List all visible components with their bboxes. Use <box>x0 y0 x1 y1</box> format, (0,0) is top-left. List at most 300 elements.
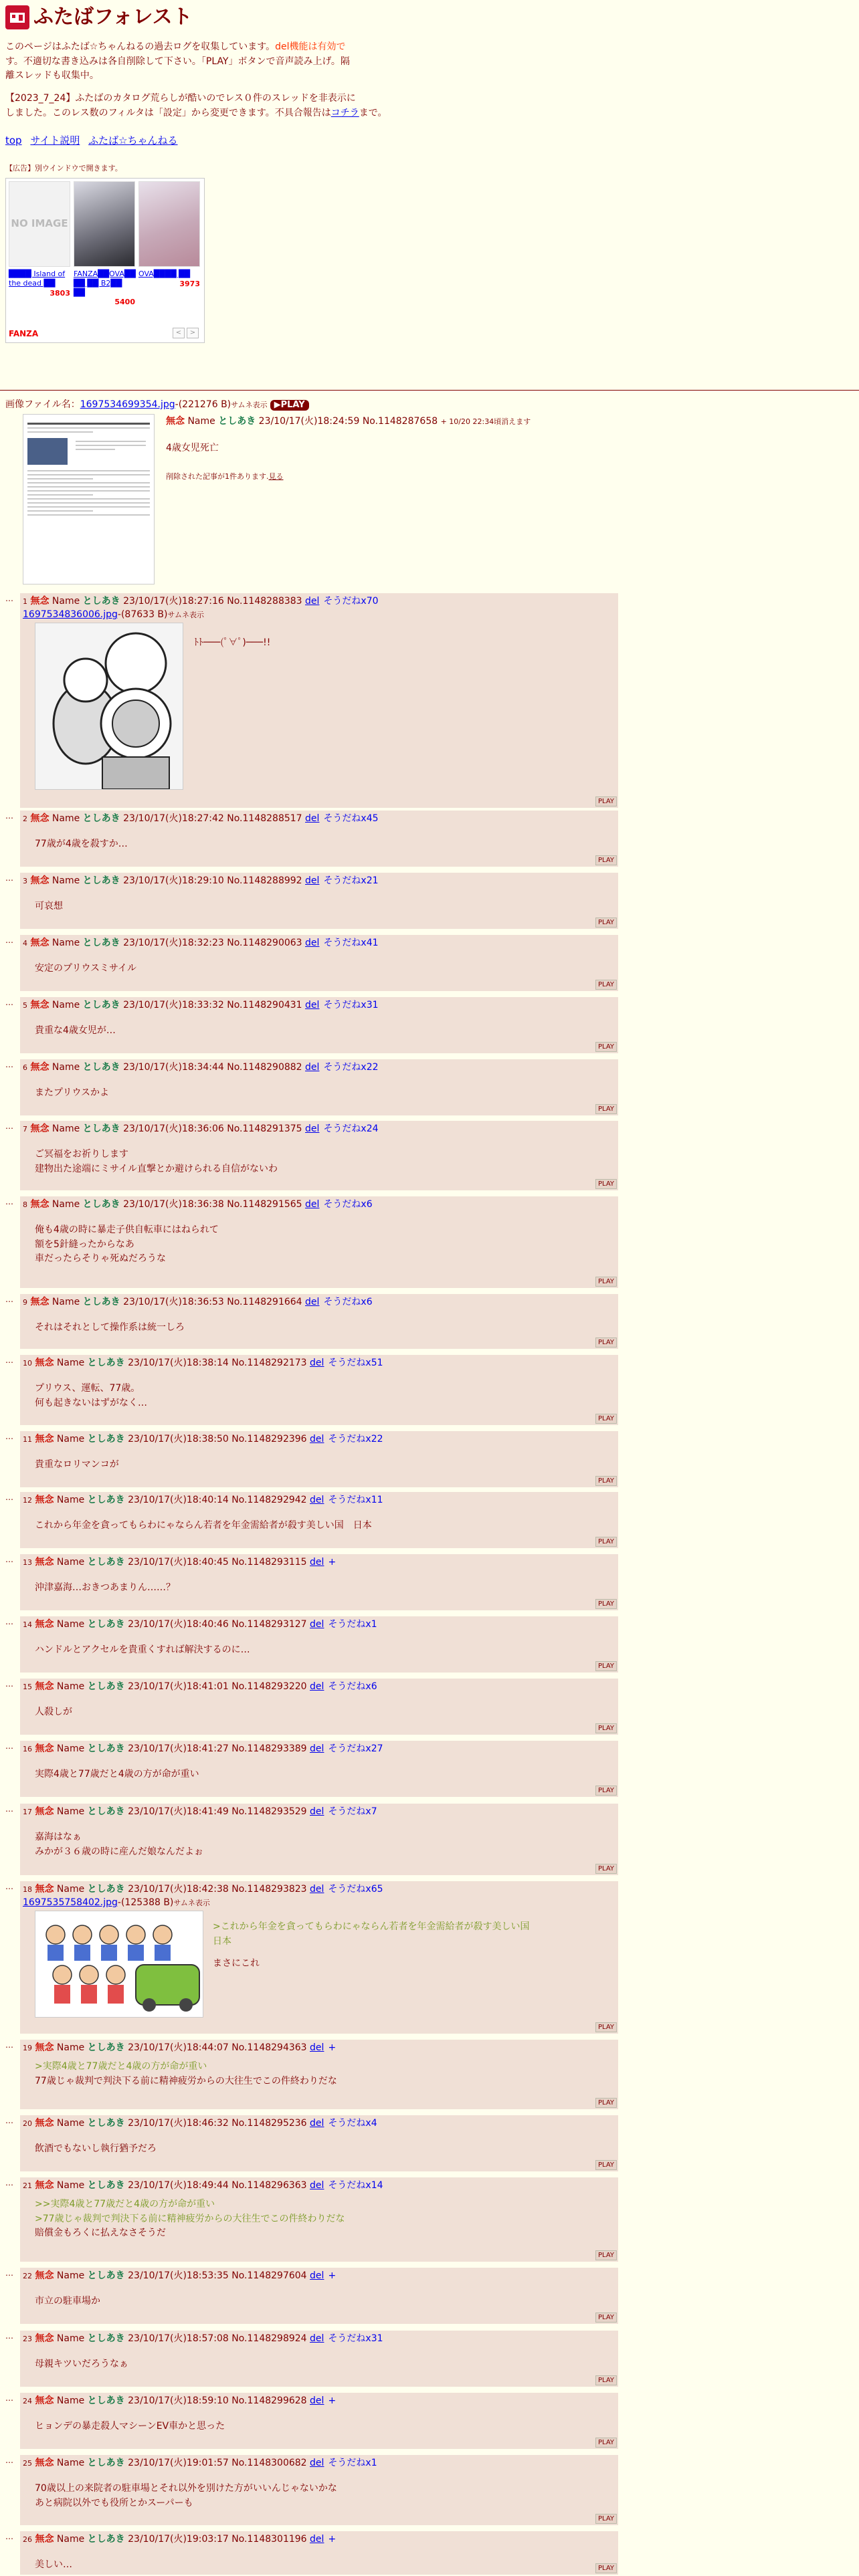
reply-play-button[interactable]: PLAY <box>595 2098 617 2108</box>
reply-play-button[interactable]: PLAY <box>595 2022 617 2032</box>
sodane-button[interactable]: そうだねx70 <box>323 596 379 607</box>
reply-number[interactable]: No.1148293127 <box>231 1619 307 1630</box>
reply-menu-icon[interactable]: … <box>5 1060 13 1069</box>
reply-date: 23/10/17(火)18:53:35 <box>128 2270 229 2281</box>
intro-text: まで。 <box>359 107 387 118</box>
reply-play-button[interactable]: PLAY <box>595 1414 617 1424</box>
reply-menu-icon[interactable]: … <box>5 998 13 1007</box>
header-divider <box>0 390 859 391</box>
reply-number[interactable]: No.1148290882 <box>227 1062 302 1073</box>
reply-header <box>23 1122 379 1136</box>
op-deleted-note <box>166 471 284 482</box>
reply-name-label: Name <box>56 2118 85 2129</box>
reply-play-button[interactable]: PLAY <box>595 918 617 928</box>
deleted-text: 削除された記事が1件あります. <box>166 472 269 481</box>
reply-play-button[interactable]: PLAY <box>595 2438 617 2448</box>
reply-name-label: Name <box>56 1557 85 1568</box>
ad-caption[interactable]: ████ Island of the dead ██ <box>9 270 66 288</box>
reply-play-button[interactable]: PLAY <box>595 1476 617 1486</box>
reply-subject: 無念 <box>30 1123 50 1134</box>
reply-menu-icon[interactable]: … <box>5 1121 13 1131</box>
intro-text: す。不適切な書き込みは各自削除して下さい。「PLAY」ボタンで音声読み上げ。隔 <box>5 56 350 67</box>
reply-menu-icon[interactable]: … <box>5 1679 13 1689</box>
reply-line: 賠償金もろくに払えなさそうだ <box>35 2228 166 2239</box>
reply-number[interactable]: No.1148291375 <box>227 1123 302 1134</box>
reply-box <box>20 2115 618 2171</box>
reply-line: 貴重な4歳女児が… <box>35 1025 116 1036</box>
del-button[interactable]: del <box>310 1619 324 1630</box>
reply-number[interactable]: No.1148295236 <box>231 2118 307 2129</box>
reply-index: 11 <box>23 1435 32 1444</box>
reply-subject: 無念 <box>30 1062 50 1073</box>
del-button[interactable]: del <box>310 1434 324 1444</box>
reply-menu-icon[interactable]: … <box>5 1555 13 1564</box>
reply-number[interactable]: No.1148288383 <box>227 596 302 607</box>
ad-item[interactable] <box>74 181 135 308</box>
reply-post <box>5 873 618 929</box>
sodane-button[interactable]: + <box>328 2270 337 2281</box>
sodane-button[interactable]: そうだねx21 <box>323 875 379 886</box>
reply-body <box>35 899 63 914</box>
reply-name-label: Name <box>56 1434 85 1444</box>
del-button[interactable]: del <box>305 938 320 948</box>
sodane-button[interactable]: そうだねx1 <box>328 1619 377 1630</box>
reply-post <box>5 1741 618 1797</box>
thumb-line <box>27 423 150 425</box>
reply-body <box>35 2482 337 2510</box>
reply-file-line <box>23 1896 210 1909</box>
reply-number[interactable]: No.1148296363 <box>231 2180 307 2191</box>
site-title[interactable]: ふたばフォレスト <box>33 5 193 29</box>
reply-subject: 無念 <box>35 2118 54 2129</box>
sodane-button[interactable]: そうだねx41 <box>323 938 379 948</box>
reply-subject: 無念 <box>35 1434 54 1444</box>
reply-body <box>35 2197 345 2241</box>
del-button[interactable]: del <box>310 2534 324 2545</box>
reply-menu-icon[interactable]: … <box>5 2116 13 2125</box>
reply-play-button[interactable]: PLAY <box>595 1723 617 1733</box>
reply-name-label: Name <box>52 938 80 948</box>
ad-price: 3973 <box>179 279 200 288</box>
op-play-button[interactable]: ▶PLAY <box>270 400 309 411</box>
thumb-toggle[interactable]: サムネ表示 <box>167 611 204 619</box>
reply-poster: としあき <box>82 875 120 886</box>
reply-menu-icon[interactable]: … <box>5 1804 13 1814</box>
sodane-button[interactable]: そうだねx22 <box>328 1434 383 1444</box>
reply-line: 俺も4歳の時に暴走子供自転車にはねられて <box>35 1224 219 1235</box>
reply-poster: としあき <box>82 1199 120 1210</box>
thumb-line <box>27 482 150 484</box>
reply-play-button[interactable]: PLAY <box>595 2250 617 2260</box>
reply-index: 14 <box>23 1620 32 1629</box>
reply-number[interactable]: No.1148291565 <box>227 1199 302 1210</box>
del-button[interactable]: del <box>305 875 320 886</box>
reply-menu-icon[interactable]: … <box>5 1493 13 1502</box>
reply-date: 23/10/17(火)18:46:32 <box>128 2118 229 2129</box>
thumb-line <box>27 506 150 508</box>
reply-number[interactable]: No.1148293115 <box>231 1557 307 1568</box>
thumb-toggle[interactable]: サムネ表示 <box>231 401 268 409</box>
sodane-button[interactable]: そうだねx24 <box>323 1123 379 1134</box>
reply-line: それはそれとして操作系は統一しろ <box>35 1322 185 1333</box>
del-button[interactable]: del <box>310 1743 324 1754</box>
reply-number[interactable]: No.1148293823 <box>231 1884 307 1895</box>
reply-number[interactable]: No.1148292173 <box>231 1358 307 1368</box>
sodane-button[interactable]: そうだねx7 <box>328 1806 377 1817</box>
reply-subject: 無念 <box>35 1495 54 1505</box>
reply-menu-icon[interactable]: … <box>5 1432 13 1441</box>
sodane-button[interactable]: そうだねx65 <box>328 1884 383 1895</box>
reply-number[interactable]: No.1148291664 <box>227 1297 302 1307</box>
reply-number[interactable]: No.1148299628 <box>231 2395 307 2406</box>
reply-play-button[interactable]: PLAY <box>595 1537 617 1547</box>
reply-index: 1 <box>23 597 27 606</box>
reply-number[interactable]: No.1148298924 <box>231 2333 307 2344</box>
reply-play-button[interactable]: PLAY <box>595 1599 617 1609</box>
reply-menu-icon[interactable]: … <box>5 2456 13 2465</box>
reply-header <box>23 1295 373 1309</box>
sodane-button[interactable]: + <box>328 2042 337 2053</box>
reply-number[interactable]: No.1148301196 <box>231 2534 307 2545</box>
reply-name-label: Name <box>52 1199 80 1210</box>
sodane-button[interactable]: + <box>328 2534 337 2545</box>
op-date: 23/10/17(火)18:24:59 <box>258 416 360 427</box>
sodane-button[interactable]: そうだねx11 <box>328 1495 383 1505</box>
reply-header <box>23 1061 379 1074</box>
sodane-button[interactable]: そうだねx6 <box>323 1297 373 1307</box>
reply-menu-icon[interactable]: … <box>5 1295 13 1304</box>
reply-index: 4 <box>23 939 27 948</box>
reply-body <box>35 1705 72 1720</box>
intro <box>5 40 407 120</box>
show-deleted-link[interactable]: 見る <box>268 472 284 481</box>
reply-body <box>35 2357 128 2372</box>
reply-poster: としあき <box>82 1297 120 1307</box>
reply-line: 77歳が4歳を殺すか… <box>35 839 128 849</box>
reply-play-button[interactable]: PLAY <box>595 1104 617 1114</box>
reply-play-button[interactable]: PLAY <box>595 2313 617 2323</box>
sodane-button[interactable]: + <box>328 2395 337 2406</box>
sodane-button[interactable]: そうだねx6 <box>323 1199 373 1210</box>
reply-header <box>23 2269 336 2282</box>
del-button[interactable]: del <box>310 2180 324 2191</box>
reply-play-button[interactable]: PLAY <box>595 1661 617 1671</box>
reply-line: 建物出た途端にミサイル直撃とか避けられる自信がないわ <box>35 1163 278 1174</box>
reply-play-button[interactable]: PLAY <box>595 1786 617 1796</box>
reply-index: 5 <box>23 1001 27 1010</box>
nav-top-link[interactable]: top <box>5 134 22 147</box>
reply-date: 23/10/17(火)18:38:50 <box>128 1434 229 1444</box>
reply-menu-icon[interactable]: … <box>5 873 13 883</box>
reply-number[interactable]: No.1148290431 <box>227 1000 302 1010</box>
thumb-toggle[interactable]: サムネ表示 <box>173 1899 210 1907</box>
reply-poster: としあき <box>87 2180 125 2191</box>
reply-box <box>20 1121 618 1190</box>
reply-number[interactable]: No.1148292942 <box>231 1495 307 1505</box>
del-button[interactable]: del <box>310 2042 324 2053</box>
reply-name-label: Name <box>56 2042 85 2053</box>
reply-play-button[interactable]: PLAY <box>595 2375 617 2385</box>
ad-prev-icon[interactable]: < <box>173 328 185 338</box>
reply-line: 実際4歳と77歳だと4歳の方が命が重い <box>35 1769 199 1780</box>
futaba-logo-icon[interactable] <box>5 5 29 29</box>
sodane-button[interactable]: そうだねx1 <box>328 2458 377 2468</box>
reply-number[interactable]: No.1148300682 <box>231 2458 307 2468</box>
del-button[interactable]: del <box>310 1884 324 1895</box>
reply-name-label: Name <box>52 596 80 607</box>
reply-menu-icon[interactable]: … <box>5 594 13 603</box>
reply-header <box>23 1432 383 1446</box>
reply-number[interactable]: No.1148293220 <box>231 1681 307 1692</box>
reply-file-line <box>23 608 204 621</box>
reply-play-button[interactable]: PLAY <box>595 2563 617 2573</box>
del-button[interactable]: del <box>310 2395 324 2406</box>
reply-header <box>23 1198 373 1211</box>
reply-file-link[interactable]: 1697535758402.jpg <box>23 1897 118 1908</box>
reply-menu-icon[interactable]: … <box>5 2331 13 2341</box>
ad-thumbnail[interactable]: NO IMAGE <box>9 181 70 267</box>
reply-name-label: Name <box>56 1681 85 1692</box>
reply-play-button[interactable]: PLAY <box>595 1179 617 1189</box>
reply-header <box>23 2456 377 2470</box>
sodane-button[interactable]: そうだねx14 <box>328 2180 383 2191</box>
reply-menu-icon[interactable]: … <box>5 2040 13 2050</box>
sodane-button[interactable]: + <box>328 1557 337 1568</box>
reply-subject: 無念 <box>35 1806 54 1817</box>
report-link[interactable]: コチラ <box>330 107 359 118</box>
del-button[interactable]: del <box>310 2458 324 2468</box>
reply-header <box>23 998 379 1012</box>
reply-post <box>5 2040 618 2109</box>
reply-index: 2 <box>23 815 27 823</box>
reply-body <box>35 837 128 852</box>
reply-poster: としあき <box>87 2458 125 2468</box>
reply-menu-icon[interactable]: … <box>5 1197 13 1206</box>
reply-menu-icon[interactable]: … <box>5 1741 13 1751</box>
reply-box <box>20 2393 618 2449</box>
reply-post <box>5 1355 618 1425</box>
reply-body <box>35 2060 337 2088</box>
reply-menu-icon[interactable]: … <box>5 1356 13 1365</box>
reply-menu-icon[interactable]: … <box>5 811 13 821</box>
reply-name-label: Name <box>52 1297 80 1307</box>
reply-poster: としあき <box>82 596 120 607</box>
reply-play-button[interactable]: PLAY <box>595 1277 617 1287</box>
reply-post <box>5 935 618 991</box>
reply-header <box>23 1493 383 1507</box>
reply-line: 額を5針縫ったからなあ <box>35 1239 134 1250</box>
reply-number[interactable]: No.1148292396 <box>231 1434 307 1444</box>
reply-name-label: Name <box>56 1743 85 1754</box>
del-button[interactable]: del <box>305 1123 320 1134</box>
del-button[interactable]: del <box>305 1297 320 1307</box>
quote-line: >これから年金を貪ってもらわにゃならん若者を年金需給者が殺す美しい国 <box>213 1921 530 1932</box>
reply-box <box>20 1554 618 1610</box>
sodane-button[interactable]: そうだねx27 <box>328 1743 383 1754</box>
reply-play-button[interactable]: PLAY <box>595 1337 617 1348</box>
reply-body <box>35 1767 199 1782</box>
reply-date: 23/10/17(火)18:41:27 <box>128 1743 229 1754</box>
fanza-logo[interactable]: FANZA <box>9 328 39 338</box>
op-poster: としあき <box>218 416 256 427</box>
reply-subject: 無念 <box>30 875 50 886</box>
reply-subject: 無念 <box>30 1297 50 1307</box>
reply-line: あと病院以外でも役所とかスーパーも <box>35 2497 193 2508</box>
sodane-button[interactable]: そうだねx4 <box>328 2118 377 2129</box>
thumb-line <box>27 490 150 492</box>
reply-name-label: Name <box>52 1123 80 1134</box>
reply-poster: としあき <box>82 813 120 824</box>
del-button[interactable]: del <box>310 1495 324 1505</box>
del-button[interactable]: del <box>305 813 320 824</box>
reply-play-button[interactable]: PLAY <box>595 980 617 990</box>
reply-poster: としあき <box>87 2270 125 2281</box>
reply-index: 25 <box>23 2459 32 2468</box>
thumb-text <box>72 438 150 465</box>
reply-name-label: Name <box>56 2534 85 2545</box>
reply-menu-icon[interactable]: … <box>5 2178 13 2187</box>
ad-price: 5400 <box>114 298 135 307</box>
ad-thumbnail[interactable] <box>74 181 135 267</box>
reply-index: 13 <box>23 1558 32 1567</box>
op-number[interactable]: No.1148287658 <box>362 416 438 427</box>
reply-date: 23/10/17(火)18:33:32 <box>123 1000 224 1010</box>
reply-body <box>35 2420 225 2434</box>
ad-item[interactable] <box>138 181 200 290</box>
thumb-line <box>27 427 150 429</box>
sodane-button[interactable]: そうだねx31 <box>328 2333 383 2344</box>
reply-poster: としあき <box>87 2395 125 2406</box>
reply-line: みかが３６歳の時に産んだ娘なんだよぉ <box>35 1846 203 1857</box>
intro-text: このページはふたば☆ちゃんねるの過去ログを収集しています。 <box>5 41 276 52</box>
quote-line: >>実際4歳と77歳だと4歳の方が命が重い <box>35 2199 215 2210</box>
reply-poster: としあき <box>87 1557 125 1568</box>
del-button[interactable]: del <box>305 596 320 607</box>
reply-image[interactable] <box>35 623 183 790</box>
reply-index: 10 <box>23 1359 32 1368</box>
reply-number[interactable]: No.1148297604 <box>231 2270 307 2281</box>
ad-caption[interactable]: FANZA██OVA██ ██ ██ B2██ ██ <box>74 270 136 297</box>
reply-play-button[interactable]: PLAY <box>595 1864 617 1874</box>
del-button[interactable]: del <box>310 2118 324 2129</box>
reply-body <box>35 2142 157 2157</box>
reply-post <box>5 1804 618 1875</box>
reply-menu-icon[interactable]: … <box>5 2268 13 2278</box>
sodane-button[interactable]: そうだねx22 <box>323 1062 379 1073</box>
ad-next-icon[interactable]: > <box>187 328 199 338</box>
reply-box <box>20 2331 618 2387</box>
reply-play-button[interactable]: PLAY <box>595 2160 617 2170</box>
reply-play-button[interactable]: PLAY <box>595 796 617 807</box>
reply-box <box>20 935 618 991</box>
ad-caption[interactable]: OVA████ ██ <box>138 270 191 279</box>
reply-menu-icon[interactable]: … <box>5 2393 13 2403</box>
ad-box <box>5 178 205 343</box>
op-thumbnail[interactable] <box>23 414 155 584</box>
reply-body <box>35 1086 109 1101</box>
sodane-button[interactable]: そうだねx31 <box>323 1000 379 1010</box>
reply-line: またプリウスかよ <box>35 1087 110 1098</box>
sodane-button[interactable]: そうだねx6 <box>328 1681 377 1692</box>
op-file-link[interactable]: 1697534699354.jpg <box>80 399 175 410</box>
nav-about-link[interactable]: サイト説明 <box>30 134 80 147</box>
sodane-button[interactable]: そうだねx51 <box>328 1358 383 1368</box>
reply-box <box>20 1355 618 1425</box>
reply-file-link[interactable]: 1697534836006.jpg <box>23 609 118 620</box>
reply-date: 23/10/17(火)19:03:17 <box>128 2534 229 2545</box>
reply-poster: としあき <box>87 2042 125 2053</box>
del-button[interactable]: del <box>310 2270 324 2281</box>
reply-play-button[interactable]: PLAY <box>595 855 617 865</box>
del-button[interactable]: del <box>310 2333 324 2344</box>
reply-menu-icon[interactable]: … <box>5 936 13 945</box>
reply-poster: としあき <box>87 1495 125 1505</box>
reply-date: 23/10/17(火)18:36:38 <box>123 1199 224 1210</box>
del-button[interactable]: del <box>305 1062 320 1073</box>
reply-line: 貴重なロリマンコが <box>35 1459 119 1470</box>
intro-paragraph-1 <box>5 40 407 84</box>
del-button[interactable]: del <box>310 1806 324 1817</box>
ad-thumbnail[interactable] <box>138 181 200 267</box>
reply-body <box>35 2558 72 2573</box>
del-button[interactable]: del <box>310 1681 324 1692</box>
reply-number[interactable]: No.1148293389 <box>231 1743 307 1754</box>
del-button[interactable]: del <box>305 1199 320 1210</box>
reply-index: 8 <box>23 1200 27 1209</box>
ad-item[interactable] <box>9 181 70 298</box>
reply-play-button[interactable]: PLAY <box>595 1042 617 1052</box>
reply-box <box>20 997 618 1053</box>
reply-menu-icon[interactable]: … <box>5 2532 13 2541</box>
reply-subject: 無念 <box>35 2458 54 2468</box>
nav-futaba-link[interactable]: ふたば☆ちゃんねる <box>88 134 178 147</box>
reply-index: 22 <box>23 2272 32 2280</box>
del-button[interactable]: del <box>310 1358 324 1368</box>
op-post <box>5 398 848 481</box>
reply-index: 21 <box>23 2181 32 2190</box>
reply-poster: としあき <box>87 2534 125 2545</box>
reply-post <box>5 1881 618 2034</box>
reply-number[interactable]: No.1148288517 <box>227 813 302 824</box>
reply-name-label: Name <box>56 1619 85 1630</box>
reply-play-button[interactable]: PLAY <box>595 2514 617 2524</box>
sodane-button[interactable]: そうだねx45 <box>323 813 379 824</box>
reply-box <box>20 2177 618 2262</box>
reply-subject: 無念 <box>35 1358 54 1368</box>
intro-text: 離スレッドも収集中。 <box>5 70 99 82</box>
reply-header <box>23 2041 336 2054</box>
reply-menu-icon[interactable]: … <box>5 1882 13 1891</box>
thumb-line <box>27 494 93 496</box>
reply-date: 23/10/17(火)18:41:01 <box>128 1681 229 1692</box>
reply-image[interactable] <box>35 1911 203 2018</box>
reply-number[interactable]: No.1148288992 <box>227 875 302 886</box>
reply-body <box>35 2294 100 2309</box>
reply-line: 美しい… <box>35 2559 72 2570</box>
op-name-label: Name <box>187 416 215 427</box>
reply-poster: としあき <box>87 1743 125 1754</box>
reply-poster: としあき <box>82 938 120 948</box>
reply-number[interactable]: No.1148294363 <box>231 2042 307 2053</box>
reply-poster: としあき <box>87 2118 125 2129</box>
reply-menu-icon[interactable]: … <box>5 1617 13 1626</box>
reply-number[interactable]: No.1148290063 <box>227 938 302 948</box>
del-button[interactable]: del <box>310 1557 324 1568</box>
reply-subject: 無念 <box>30 1000 50 1010</box>
del-button[interactable]: del <box>305 1000 320 1010</box>
reply-index: 24 <box>23 2397 32 2405</box>
reply-number[interactable]: No.1148293529 <box>231 1806 307 1817</box>
